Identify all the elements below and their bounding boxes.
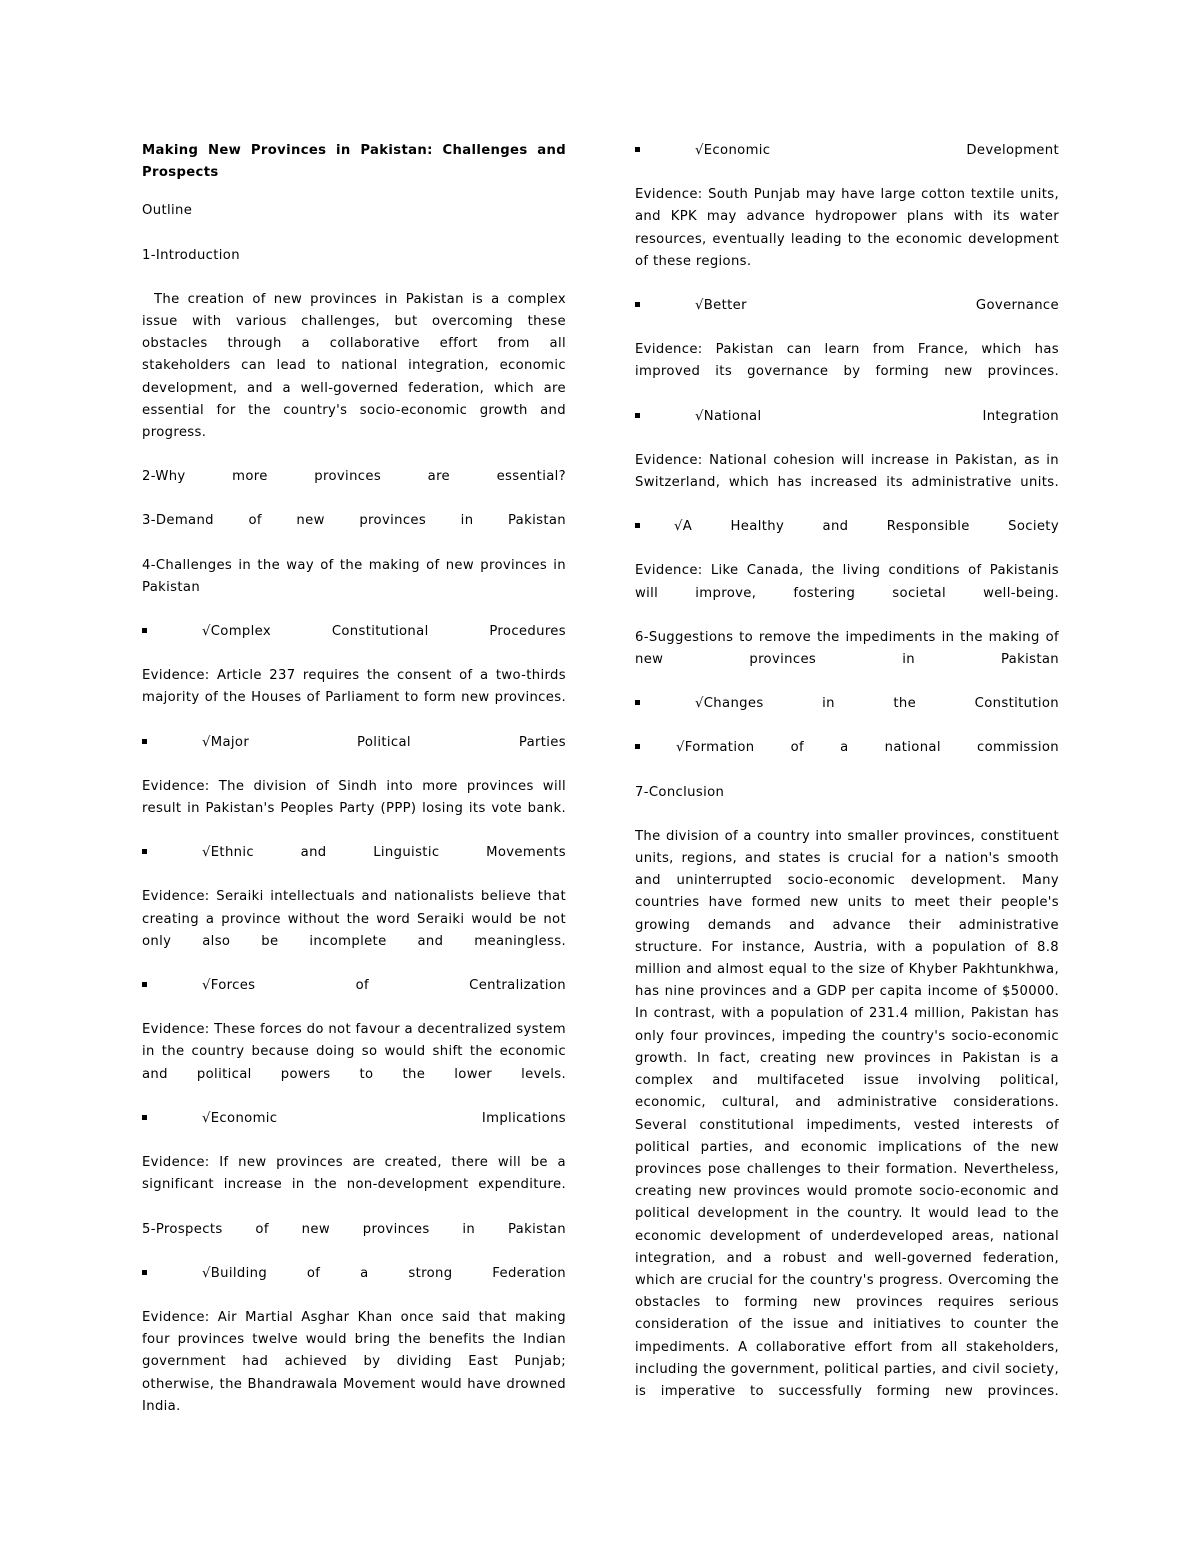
challenge-3-label: √Ethnic and Linguistic Movements xyxy=(202,845,566,861)
challenge-5-label: √Economic Implications xyxy=(202,1110,566,1126)
bullet-square-icon xyxy=(142,739,147,744)
prospect-evidence-3: Evidence: Pakistan can learn from France, which has improved its governance by forming new provinces. xyxy=(635,342,1059,380)
evidence-5: Evidence: If new provinces are created, there will be a significant increase in the non-development expenditure. xyxy=(142,1155,566,1193)
challenge-bullet xyxy=(142,621,566,643)
bullet-square-icon xyxy=(142,1115,147,1120)
challenges-heading: 4-Challenges in the way of the making of new provinces in Pakistan xyxy=(142,557,566,595)
prospect-5-label: √A Healthy and Responsible Society xyxy=(674,519,1059,535)
challenge-bullet xyxy=(142,732,566,754)
evidence-3: Evidence: Seraiki intellectuals and nationalists believe that creating a province without the word Seraiki would be not only also be incomplete and meaningless. xyxy=(142,889,566,949)
challenge-1-label: √Complex Constitutional Procedures xyxy=(202,624,566,640)
challenge-bullet xyxy=(142,975,566,997)
suggestion-1-label: √Changes in the Constitution xyxy=(695,696,1059,712)
prospect-1-label: √Building of a strong Federation xyxy=(202,1265,566,1281)
left-column xyxy=(142,140,566,1440)
evidence-4: Evidence: These forces do not favour a decentralized system in the country because doing so would shift the economic and political powers to the lower levels. xyxy=(142,1022,567,1082)
prospect-evidence-2: Evidence: South Punjab may have large cotton textile units, and KPK may advance hydropower plans with its water resources, eventually leading to the economic development of these regions. xyxy=(635,187,1059,269)
bullet-square-icon xyxy=(635,147,640,152)
bullet-square-icon xyxy=(635,523,640,528)
prospect-bullet xyxy=(635,516,1059,538)
demand-heading: 3-Demand of new provinces in Pakistan xyxy=(142,513,566,529)
prospect-evidence-5: Evidence: Like Canada, the living conditions of Pakistanis will improve, fostering societal well-being. xyxy=(635,563,1059,601)
evidence-2: Evidence: The division of Sindh into more provinces will result in Pakistan's Peoples Party (PPP) losing its vote bank. xyxy=(142,778,566,817)
bullet-square-icon xyxy=(635,700,640,705)
prospect-bullet xyxy=(635,140,1059,162)
suggestion-2-label: √Formation of a national commission xyxy=(676,740,1059,756)
suggestion-bullet xyxy=(635,693,1059,715)
conclusion-heading: 7-Conclusion xyxy=(635,784,725,800)
challenge-4-label: √Forces of Centralization xyxy=(202,978,566,994)
prospect-2-label: √Economic Development xyxy=(695,143,1059,158)
intro-paragraph: The creation of new provinces in Pakistan is a complex issue with various challenges, but overcoming these obstacles through a collaborative effort from all stakeholders can lead to national integration, economic development, and a well-governed federation, which are essential for the country's socio-economic growth and progress. xyxy=(142,291,566,441)
right-column xyxy=(635,140,1059,1425)
document-title: Making New Provinces in Pakistan: Challenges and Prospects xyxy=(142,143,566,181)
bullet-square-icon xyxy=(142,628,147,633)
bullet-square-icon xyxy=(635,413,640,418)
challenge-2-label: √Major Political Parties xyxy=(202,734,566,750)
outline-label: Outline xyxy=(142,203,193,219)
bullet-square-icon xyxy=(635,302,640,307)
prospects-heading: 5-Prospects of new provinces in Pakistan xyxy=(142,1221,566,1237)
conclusion-paragraph: The division of a country into smaller provinces, constituent units, regions, and states is crucial for a nation's smooth and uninterrupted socio-economic development. Many countries have formed new units to meet their people's growing demands and advance their administrative structure. For instance, Austria, with a population of 8.8 million and almost equal to the size of Khyber Pakhtunkhwa, has nine provinces and a GDP per capita income of $50000. In contrast, with a population of 231.4 million, Pakistan has only four provinces, impeding the country's socio-economic growth. In fact, creating new provinces in Pakistan is a complex and multifaceted issue involving political, economic, cultural, and administrative considerations. Several constitutional impediments, vested interests of political parties, and economic implications of the new provinces pose challenges to their formation. Nevertheless, creating new provinces would promote socio-economic and political development in the country. It would lead to the economic development of underdeveloped areas, national integration, and a robust and well-governed federation, which are crucial for the country's progress. Overcoming the obstacles to forming new provinces requires serious consideration of the issue and initiatives to counter the impediments. A collaborative effort from all stakeholders, including the government, political parties, and civil society, is imperative to successfully forming new provinces. xyxy=(635,828,1059,1399)
prospect-3-label: √Better Governance xyxy=(695,298,1059,314)
prospect-bullet xyxy=(142,1263,566,1285)
suggestions-heading: 6-Suggestions to remove the impediments in the making of new provinces in Pakistan xyxy=(635,629,1059,668)
challenge-bullet xyxy=(142,1108,566,1130)
prospect-evidence-1: Evidence: Air Martial Asghar Khan once said that making four provinces twelve would bring the benefits the Indian government had achieved by dividing East Punjab; otherwise, the Bhandrawala Movement would have drowned India. xyxy=(142,1309,566,1414)
prospect-bullet xyxy=(635,295,1059,317)
bullet-square-icon xyxy=(142,982,147,987)
suggestion-bullet xyxy=(635,737,1059,759)
evidence-1: Evidence: Article 237 requires the consent of a two-thirds majority of the Houses of Parliament to form new provinces. xyxy=(142,668,566,706)
why-heading: 2-Why more provinces are essential? xyxy=(142,469,566,485)
bullet-square-icon xyxy=(635,744,640,749)
prospect-bullet xyxy=(635,406,1059,428)
prospect-4-label: √National Integration xyxy=(695,408,1059,424)
challenge-bullet xyxy=(142,842,566,864)
bullet-square-icon xyxy=(142,849,147,854)
intro-heading: 1-Introduction xyxy=(142,247,240,263)
bullet-square-icon xyxy=(142,1270,147,1275)
prospect-evidence-4: Evidence: National cohesion will increase in Pakistan, as in Switzerland, which has increased its administrative units. xyxy=(635,452,1059,491)
